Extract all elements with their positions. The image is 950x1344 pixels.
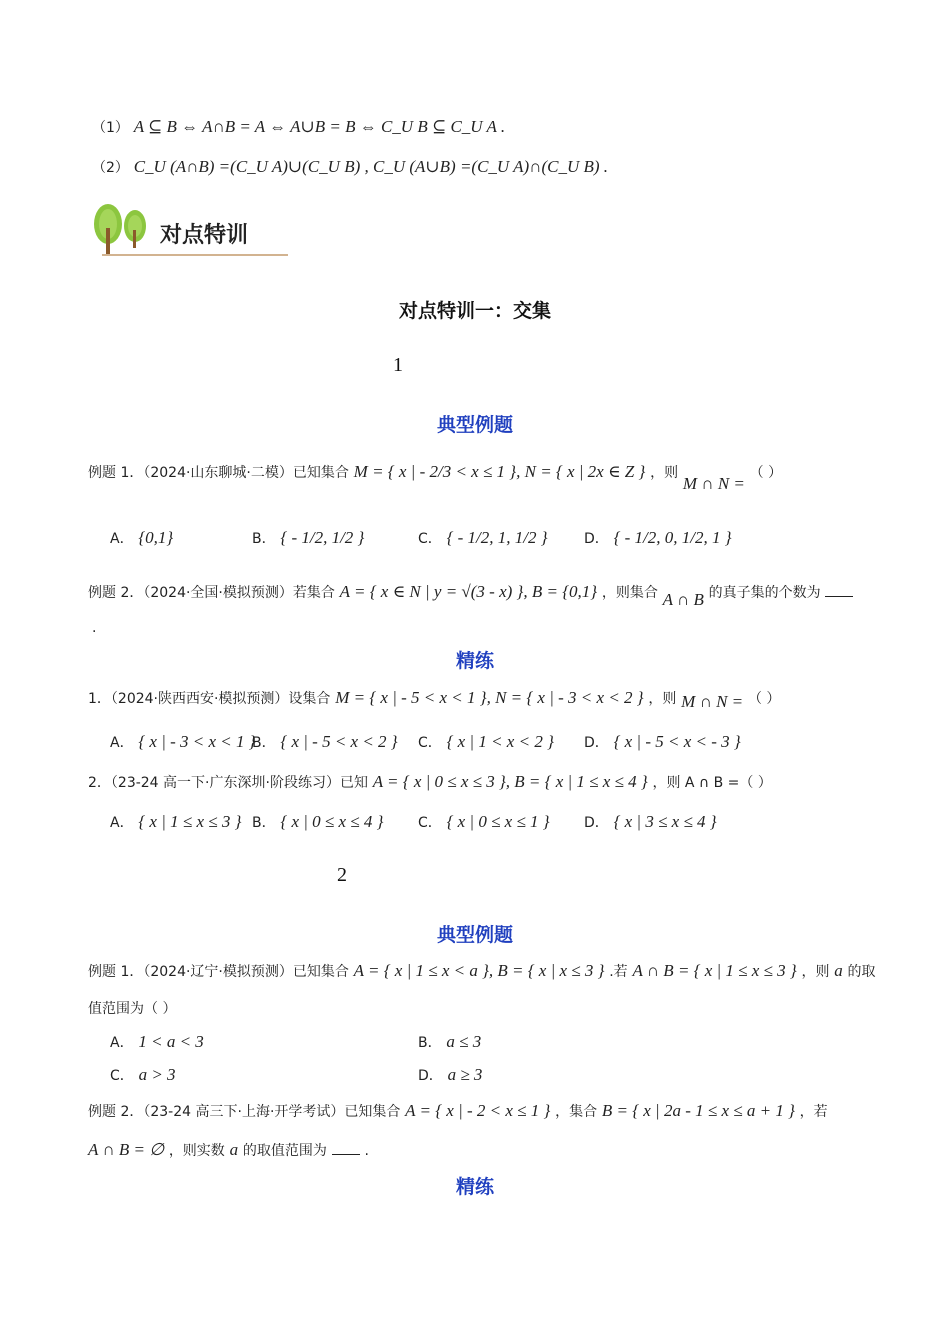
practice-1-1-option-a[interactable] — [110, 732, 256, 752]
example-1-2-dot: . — [92, 620, 97, 636]
practice-1-1-paren: （ ） — [747, 691, 781, 707]
example-2-1-cond: A ∩ B = { x | 1 ≤ x ≤ 3 } — [632, 961, 797, 980]
option-value: { x | 1 < x < 2 } — [446, 732, 554, 751]
option-label: B． — [418, 1035, 442, 1051]
formula-1: A ⊆ B ⇔ A∩B = A ⇔ A∪B = B ⇔ C_U B ⊆ C_U A . — [133, 117, 506, 136]
example-2-1-var: a — [834, 961, 843, 980]
example-2-1-option-b[interactable] — [418, 1032, 481, 1052]
option-label: A． — [110, 815, 134, 831]
example-2-2-prefix: 例题 2．（23-24 高三下·上海·开学考试）已知集合 — [88, 1104, 401, 1120]
option-value: { x | 1 ≤ x ≤ 3 } — [138, 812, 242, 831]
option-value: { x | - 5 < x < 2 } — [280, 732, 398, 751]
option-label: C． — [110, 1068, 134, 1084]
practice-1-2-option-a[interactable] — [110, 812, 241, 832]
option-value: { - 1/2, 1/2 } — [280, 528, 365, 547]
option-label: C． — [418, 531, 442, 547]
example-1-1-option-a[interactable] — [110, 528, 173, 548]
practice-1-1-sets: M = { x | - 5 < x < 1 }, N = { x | - 3 < x < 2 } — [335, 688, 644, 707]
option-label: D． — [584, 531, 609, 547]
practice-heading-2: 精练 — [455, 1176, 494, 1198]
example-1-2-ask: A ∩ B — [662, 590, 704, 609]
option-value: {0,1} — [138, 528, 174, 547]
option-label: C． — [418, 815, 442, 831]
example-1-1-prefix: 例题 1．（2024·山东聊城·二模）已知集合 — [88, 465, 349, 481]
practice-1-2-sets: A = { x | 0 ≤ x ≤ 3 }, B = { x | 1 ≤ x ≤ 4 } — [372, 772, 648, 791]
option-label: B． — [252, 815, 276, 831]
formula-2: C_U (A∩B) =(C_U A)∪(C_U B) , C_U (A∪B) =(C_U A)∩(C_U B) . — [133, 157, 609, 176]
example-1-1-option-d[interactable] — [584, 528, 732, 548]
option-label: D． — [584, 735, 609, 751]
example-2-2-line2 — [88, 1140, 369, 1160]
practice-1-2-option-b[interactable] — [252, 812, 383, 832]
option-value: a ≤ 3 — [446, 1032, 482, 1051]
example-1-1 — [88, 462, 783, 493]
example-2-2-cond: A ∩ B = ∅ — [88, 1140, 165, 1159]
option-label: D． — [418, 1068, 443, 1084]
option-label: A． — [110, 531, 134, 547]
example-2-1 — [88, 961, 876, 981]
practice-1-1-option-d[interactable] — [584, 732, 741, 752]
option-value: { x | 0 ≤ x ≤ 4 } — [280, 812, 384, 831]
practice-1-1-suffix: ，则 — [648, 691, 677, 707]
example-1-1-option-b[interactable] — [252, 528, 364, 548]
answer-blank[interactable] — [825, 582, 853, 597]
example-2-1-tail: 的取 — [847, 964, 876, 980]
example-2-2-mid: ，集合 — [555, 1104, 598, 1120]
practice-1-2-option-d[interactable] — [584, 812, 717, 832]
typical-examples-heading-2: 典型例题 — [436, 924, 513, 946]
example-2-1-mid: .若 — [609, 964, 628, 980]
example-1-1-paren: （ ） — [749, 465, 783, 481]
practice-1-2 — [88, 772, 772, 792]
example-2-2-set-a: A = { x | - 2 < x ≤ 1 } — [405, 1101, 551, 1120]
example-2-1-prefix: 例题 1．（2024·辽宁·模拟预测）已知集合 — [88, 964, 349, 980]
example-1-2-sets: A = { x ∈ N | y = √(3 - x) }, B = {0,1} — [339, 582, 598, 601]
option-label: A． — [110, 735, 134, 751]
example-2-1-sets: A = { x | 1 ≤ x < a }, B = { x | x ≤ 3 } — [353, 961, 605, 980]
example-1-1-ask: M ∩ N = — [682, 474, 745, 493]
part-1-number: 1 — [393, 354, 403, 376]
practice-1-1-option-c[interactable] — [418, 732, 554, 752]
example-1-2-tail: 的真子集的个数为 — [708, 585, 821, 601]
option-value: { - 1/2, 0, 1/2, 1 } — [613, 528, 732, 547]
formula-2-label: （2） — [92, 160, 129, 176]
example-1-1-suffix: ，则 — [650, 465, 679, 481]
section-title: 对点特训一：交集 — [398, 300, 551, 322]
example-2-2-tail2: 的取值范围为 — [242, 1143, 327, 1159]
example-2-2-suffix: ，若 — [799, 1104, 828, 1120]
option-value: { x | - 3 < x < 1 } — [138, 732, 256, 751]
example-1-2-prefix: 例题 2．（2024·全国·模拟预测）若集合 — [88, 585, 335, 601]
example-2-2 — [88, 1101, 828, 1121]
example-2-1-option-c[interactable] — [110, 1065, 176, 1085]
typical-examples-heading-1: 典型例题 — [436, 414, 513, 436]
formula-line-2 — [92, 157, 608, 177]
example-2-1-line2: 值范围为（ ） — [88, 1001, 177, 1017]
example-1-1-sets: M = { x | - 2/3 < x ≤ 1 }, N = { x | 2x ∈ Z } — [353, 462, 646, 481]
option-value: { x | - 5 < x < - 3 } — [613, 732, 741, 751]
example-2-1-option-a[interactable] — [110, 1032, 204, 1052]
banner-title: 对点特训 — [160, 223, 249, 248]
formula-1-label: （1） — [92, 120, 129, 136]
practice-1-1-ask: M ∩ N = — [681, 692, 744, 711]
practice-1-2-prefix: 2．（23-24 高一下·广东深圳·阶段练习）已知 — [88, 775, 368, 791]
practice-1-1-prefix: 1．（2024·陕西西安·模拟预测）设集合 — [88, 691, 331, 707]
section-banner — [90, 200, 290, 258]
option-value: a ≥ 3 — [447, 1065, 483, 1084]
option-value: { x | 3 ≤ x ≤ 4 } — [613, 812, 717, 831]
example-2-2-set-b: B = { x | 2a - 1 ≤ x ≤ a + 1 } — [601, 1101, 795, 1120]
option-label: B． — [252, 531, 276, 547]
example-1-2 — [88, 582, 853, 609]
example-2-2-dot: . — [364, 1143, 369, 1159]
example-2-2-var: a — [229, 1140, 239, 1159]
example-1-1-option-c[interactable] — [418, 528, 548, 548]
option-value: { - 1/2, 1, 1/2 } — [446, 528, 548, 547]
example-2-1-option-d[interactable] — [418, 1065, 482, 1085]
example-1-2-suffix: ，则集合 — [601, 585, 658, 601]
practice-1-2-suffix: ，则 A ∩ B =（ ） — [652, 775, 772, 791]
option-label: C． — [418, 735, 442, 751]
option-value: a > 3 — [138, 1065, 176, 1084]
option-label: B． — [252, 735, 276, 751]
part-2-number: 2 — [337, 864, 347, 886]
option-label: D． — [584, 815, 609, 831]
practice-heading-1: 精练 — [455, 650, 494, 672]
formula-line-1 — [92, 117, 505, 137]
example-2-2-tail1: ，则实数 — [168, 1143, 225, 1159]
option-label: A． — [110, 1035, 134, 1051]
practice-1-1 — [88, 688, 781, 711]
practice-1-2-option-c[interactable] — [418, 812, 550, 832]
example-2-1-suffix: ，则 — [801, 964, 830, 980]
option-value: { x | 0 ≤ x ≤ 1 } — [446, 812, 550, 831]
option-value: 1 < a < 3 — [138, 1032, 204, 1051]
practice-1-1-option-b[interactable] — [252, 732, 398, 752]
answer-blank[interactable] — [332, 1140, 360, 1155]
